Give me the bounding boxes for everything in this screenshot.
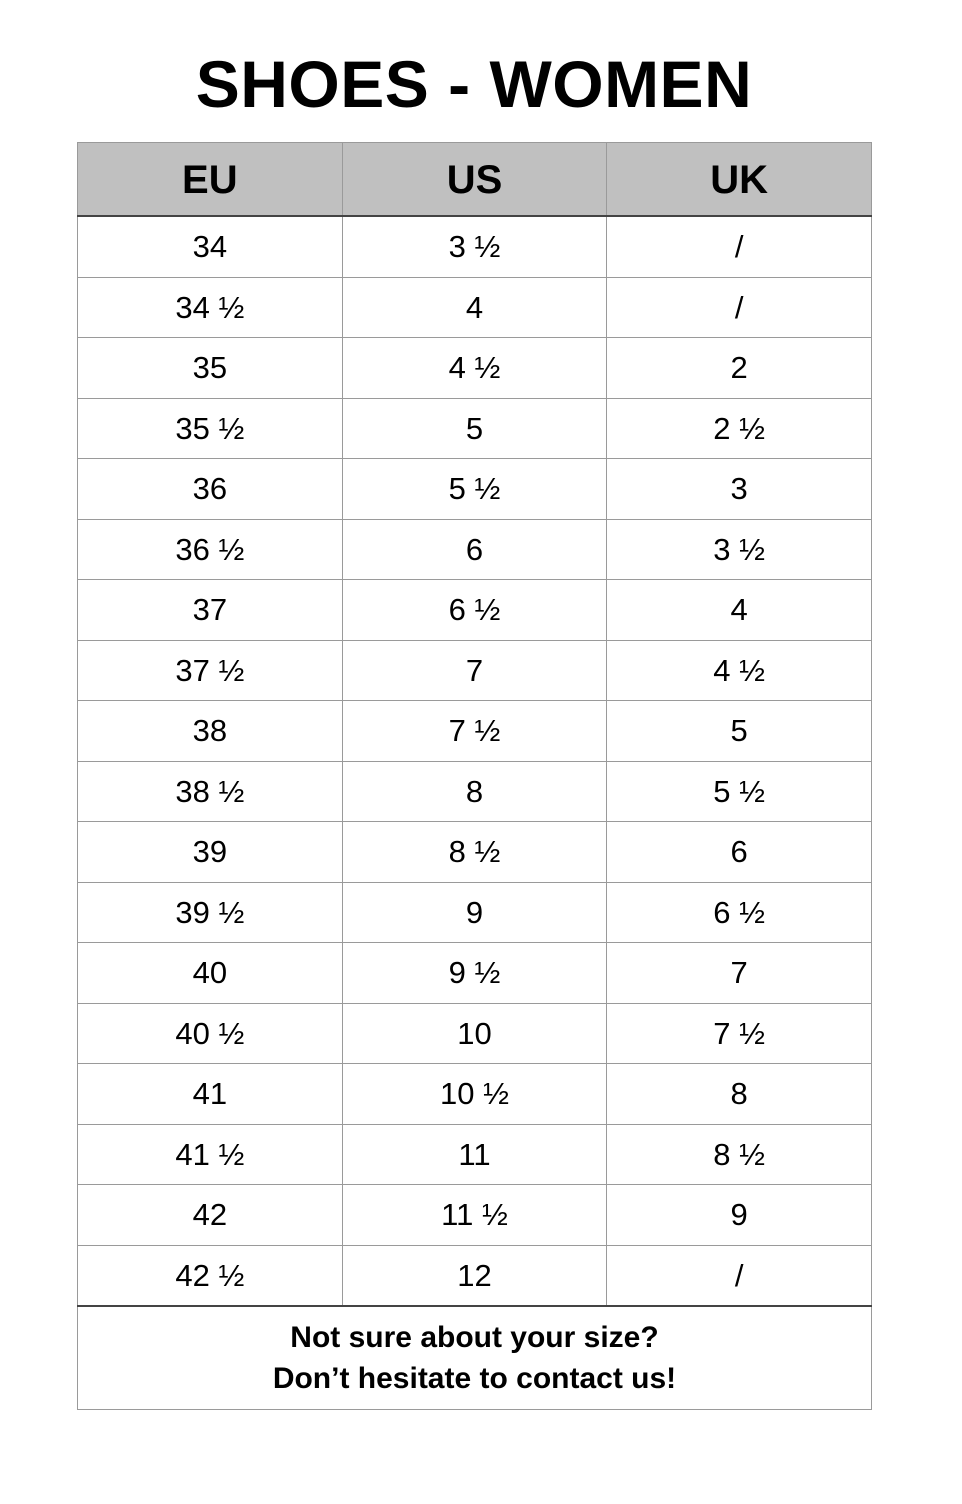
- size-cell-uk: /: [607, 277, 872, 338]
- table-row: [78, 216, 872, 277]
- size-cell-us: 8: [342, 761, 607, 822]
- size-cell-eu: 35: [78, 338, 343, 399]
- size-cell-us: 6: [342, 519, 607, 580]
- size-cell-eu: 39: [78, 822, 343, 883]
- table-row: [78, 701, 872, 762]
- size-chart-table: [77, 142, 872, 1410]
- table-row: [78, 943, 872, 1004]
- table-row: [78, 580, 872, 641]
- table-row: [78, 338, 872, 399]
- size-cell-uk: 2 ½: [607, 398, 872, 459]
- size-cell-uk: 4 ½: [607, 640, 872, 701]
- table-footer-row: [78, 1306, 872, 1410]
- size-cell-us: 4: [342, 277, 607, 338]
- size-cell-uk: 7 ½: [607, 1003, 872, 1064]
- contact-note-line-2: Don’t hesitate to contact us!: [272, 1362, 677, 1395]
- table-row: [78, 1064, 872, 1125]
- column-header-us: US: [342, 143, 607, 217]
- size-cell-us: 11: [342, 1124, 607, 1185]
- size-cell-us: 7: [342, 640, 607, 701]
- table-row: [78, 519, 872, 580]
- size-cell-eu: 34 ½: [78, 277, 343, 338]
- size-cell-eu: 38: [78, 701, 343, 762]
- size-cell-eu: 37 ½: [78, 640, 343, 701]
- size-cell-eu: 36 ½: [78, 519, 343, 580]
- size-cell-eu: 37: [78, 580, 343, 641]
- size-cell-uk: 5: [607, 701, 872, 762]
- size-cell-us: 9 ½: [342, 943, 607, 1004]
- size-cell-uk: 4: [607, 580, 872, 641]
- size-cell-us: 9: [342, 882, 607, 943]
- size-cell-us: 11 ½: [342, 1185, 607, 1246]
- size-cell-uk: 7: [607, 943, 872, 1004]
- table-row: [78, 277, 872, 338]
- size-cell-us: 7 ½: [342, 701, 607, 762]
- size-cell-uk: 9: [607, 1185, 872, 1246]
- size-cell-uk: /: [607, 1245, 872, 1306]
- table-row: [78, 822, 872, 883]
- size-cell-eu: 35 ½: [78, 398, 343, 459]
- size-cell-eu: 36: [78, 459, 343, 520]
- size-cell-eu: 39 ½: [78, 882, 343, 943]
- table-row: [78, 640, 872, 701]
- size-cell-uk: 3: [607, 459, 872, 520]
- size-cell-us: 5 ½: [342, 459, 607, 520]
- table-row: [78, 398, 872, 459]
- column-header-eu: EU: [78, 143, 343, 217]
- size-cell-us: 10: [342, 1003, 607, 1064]
- size-cell-eu: 42: [78, 1185, 343, 1246]
- table-row: [78, 1185, 872, 1246]
- size-cell-us: 10 ½: [342, 1064, 607, 1125]
- size-cell-uk: 8 ½: [607, 1124, 872, 1185]
- table-body: [78, 216, 872, 1306]
- size-cell-uk: /: [607, 216, 872, 277]
- column-header-uk: UK: [607, 143, 872, 217]
- table-row: [78, 459, 872, 520]
- size-cell-uk: 2: [607, 338, 872, 399]
- size-cell-us: 8 ½: [342, 822, 607, 883]
- table-row: [78, 1003, 872, 1064]
- contact-note-line-1: Not sure about your size?: [290, 1321, 659, 1354]
- size-cell-eu: 34: [78, 216, 343, 277]
- size-cell-eu: 41 ½: [78, 1124, 343, 1185]
- table-row: [78, 761, 872, 822]
- size-cell-eu: 42 ½: [78, 1245, 343, 1306]
- size-cell-uk: 6 ½: [607, 882, 872, 943]
- size-cell-us: 6 ½: [342, 580, 607, 641]
- size-cell-us: 3 ½: [342, 216, 607, 277]
- size-cell-us: 4 ½: [342, 338, 607, 399]
- size-cell-uk: 5 ½: [607, 761, 872, 822]
- size-cell-us: 5: [342, 398, 607, 459]
- size-cell-us: 12: [342, 1245, 607, 1306]
- size-cell-eu: 38 ½: [78, 761, 343, 822]
- size-cell-eu: 41: [78, 1064, 343, 1125]
- table-row: [78, 1124, 872, 1185]
- size-cell-uk: 6: [607, 822, 872, 883]
- contact-note: [78, 1306, 872, 1410]
- size-cell-uk: 8: [607, 1064, 872, 1125]
- table-row: [78, 882, 872, 943]
- table-header-row: [78, 143, 872, 217]
- size-cell-eu: 40: [78, 943, 343, 1004]
- table-row: [78, 1245, 872, 1306]
- page-title: SHOES - WOMEN: [195, 47, 753, 121]
- size-cell-eu: 40 ½: [78, 1003, 343, 1064]
- size-cell-uk: 3 ½: [607, 519, 872, 580]
